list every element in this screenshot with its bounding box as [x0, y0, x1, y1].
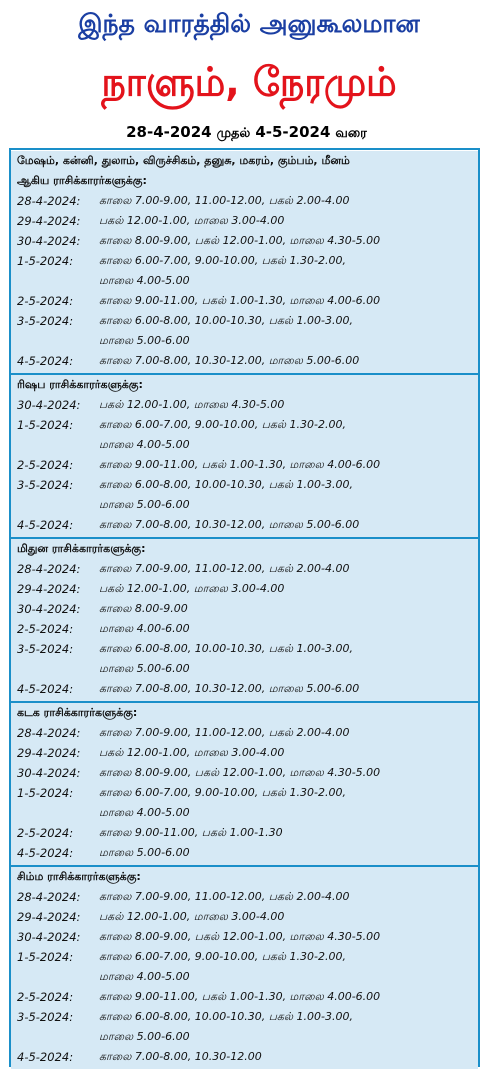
row-timing: காலை 7.00-8.00, 10.30-12.00	[99, 1050, 262, 1063]
row-timing: காலை 8.00-9.00, பகல் 12.00-1.00, மாலை 4.30-5.00	[99, 234, 381, 247]
row-date: 4-5-2024:	[17, 846, 74, 860]
row-date: 30-4-2024:	[17, 398, 81, 412]
section-1	[11, 375, 478, 537]
row-date: 29-4-2024:	[17, 746, 81, 760]
row-timing: காலை 6.00-7.00, 9.00-10.00, பகல் 1.30-2.00,	[99, 418, 347, 431]
row-timing: காலை 6.00-7.00, 9.00-10.00, பகல் 1.30-2.00,	[99, 254, 347, 267]
section-0	[11, 151, 478, 373]
row-timing: காலை 8.00-9.00, பகல் 12.00-1.00, மாலை 4.30-5.00	[99, 930, 381, 943]
section-header: சிம்ம ராசிக்காரர்களுக்கு:	[17, 870, 141, 883]
row-date: 29-4-2024:	[17, 910, 81, 924]
row-date: 3-5-2024:	[17, 314, 74, 328]
row-date: 30-4-2024:	[17, 602, 81, 616]
section-header: ரிஷப ராசிக்காரர்களுக்கு:	[17, 378, 143, 391]
row-date: 3-5-2024:	[17, 1010, 74, 1024]
row-timing: காலை 9.00-11.00, பகல் 1.00-1.30	[99, 826, 283, 839]
row-date: 2-5-2024:	[17, 622, 74, 636]
row-date: 2-5-2024:	[17, 990, 74, 1004]
row-timing: பகல் 12.00-1.00, மாலை 3.00-4.00	[99, 214, 285, 227]
row-date: 4-5-2024:	[17, 354, 74, 368]
row-date: 1-5-2024:	[17, 950, 74, 964]
row-date: 4-5-2024:	[17, 518, 74, 532]
row-timing: காலை 7.00-9.00, 11.00-12.00, பகல் 2.00-4.00	[99, 562, 350, 575]
row-timing: பகல் 12.00-1.00, மாலை 3.00-4.00	[99, 910, 285, 923]
row-timing: மாலை 4.00-5.00	[99, 274, 190, 287]
row-date: 1-5-2024:	[17, 786, 74, 800]
row-timing: காலை 7.00-9.00, 11.00-12.00, பகல் 2.00-4.00	[99, 726, 350, 739]
row-timing: மாலை 5.00-6.00	[99, 498, 190, 511]
section-3	[11, 703, 478, 865]
row-date: 3-5-2024:	[17, 478, 74, 492]
row-timing: மாலை 4.00-5.00	[99, 970, 190, 983]
row-timing: காலை 7.00-9.00, 11.00-12.00, பகல் 2.00-4.00	[99, 890, 350, 903]
row-timing: காலை 7.00-8.00, 10.30-12.00, மாலை 5.00-6.00	[99, 354, 360, 367]
row-timing: காலை 6.00-7.00, 9.00-10.00, பகல் 1.30-2.00,	[99, 786, 347, 799]
row-date: 28-4-2024:	[17, 890, 81, 904]
row-timing: மாலை 4.00-5.00	[99, 806, 190, 819]
row-timing: காலை 6.00-7.00, 9.00-10.00, பகல் 1.30-2.00,	[99, 950, 347, 963]
row-date: 30-4-2024:	[17, 930, 81, 944]
row-timing: மாலை 5.00-6.00	[99, 846, 190, 859]
row-timing: மாலை 4.00-6.00	[99, 622, 190, 635]
row-date: 4-5-2024:	[17, 1050, 74, 1064]
row-date: 29-4-2024:	[17, 582, 81, 596]
row-date: 3-5-2024:	[17, 642, 74, 656]
section-header: மிதுன ராசிக்காரர்களுக்கு:	[17, 542, 146, 555]
row-date: 30-4-2024:	[17, 234, 81, 248]
row-date: 28-4-2024:	[17, 194, 81, 208]
row-date: 28-4-2024:	[17, 726, 81, 740]
row-timing: மாலை 5.00-6.00	[99, 662, 190, 675]
row-timing: காலை 7.00-8.00, 10.30-12.00, மாலை 5.00-6.00	[99, 518, 360, 531]
section-2	[11, 539, 478, 701]
row-date: 2-5-2024:	[17, 826, 74, 840]
section-header: கடக ராசிக்காரர்களுக்கு:	[17, 706, 138, 719]
timings-box	[9, 148, 480, 1067]
row-timing: பகல் 12.00-1.00, மாலை 4.30-5.00	[99, 398, 285, 411]
row-timing: காலை 8.00-9.00	[99, 602, 188, 615]
date-range-to: 4-5-2024	[255, 123, 331, 141]
date-range-suffix: வரை	[335, 126, 367, 141]
date-range	[0, 120, 498, 146]
row-timing: காலை 6.00-8.00, 10.00-10.30, பகல் 1.00-3.00,	[99, 642, 354, 655]
row-timing: காலை 9.00-11.00, பகல் 1.00-1.30, மாலை 4.00-6.00	[99, 990, 381, 1003]
row-timing: காலை 6.00-8.00, 10.00-10.30, பகல் 1.00-3.00,	[99, 1010, 354, 1023]
date-range-separator: முதல்	[216, 126, 251, 141]
row-date: 29-4-2024:	[17, 214, 81, 228]
row-date: 2-5-2024:	[17, 458, 74, 472]
row-timing: காலை 9.00-11.00, பகல் 1.00-1.30, மாலை 4.00-6.00	[99, 458, 381, 471]
row-timing: காலை 8.00-9.00, பகல் 12.00-1.00, மாலை 4.30-5.00	[99, 766, 381, 779]
section-header: மேஷம், கன்னி, துலாம், விருச்சிகம், தனுசு, மகரம், கும்பம், மீனம்	[17, 154, 350, 167]
row-date: 2-5-2024:	[17, 294, 74, 308]
row-date: 1-5-2024:	[17, 254, 74, 268]
date-range-from: 28-4-2024	[126, 123, 212, 141]
title-line-2: நாளும், நேரமும்	[101, 58, 397, 106]
row-timing: மாலை 4.00-5.00	[99, 438, 190, 451]
row-timing: மாலை 5.00-6.00	[99, 1030, 190, 1043]
row-timing: காலை 9.00-11.00, பகல் 1.00-1.30, மாலை 4.00-6.00	[99, 294, 381, 307]
row-timing: பகல் 12.00-1.00, மாலை 3.00-4.00	[99, 582, 285, 595]
section-4	[11, 867, 478, 1069]
row-timing: காலை 7.00-8.00, 10.30-12.00, மாலை 5.00-6.00	[99, 682, 360, 695]
section-header: ஆகிய ராசிக்காரர்களுக்கு:	[17, 174, 147, 187]
row-timing: காலை 7.00-9.00, 11.00-12.00, பகல் 2.00-4.00	[99, 194, 350, 207]
row-date: 4-5-2024:	[17, 682, 74, 696]
row-timing: காலை 6.00-8.00, 10.00-10.30, பகல் 1.00-3.00,	[99, 478, 354, 491]
row-timing: மாலை 5.00-6.00	[99, 334, 190, 347]
row-timing: பகல் 12.00-1.00, மாலை 3.00-4.00	[99, 746, 285, 759]
row-date: 28-4-2024:	[17, 562, 81, 576]
row-date: 1-5-2024:	[17, 418, 74, 432]
row-timing: காலை 6.00-8.00, 10.00-10.30, பகல் 1.00-3.00,	[99, 314, 354, 327]
row-date: 30-4-2024:	[17, 766, 81, 780]
title-line-1: இந்த வாரத்தில் அனுகூலமான	[78, 9, 420, 38]
